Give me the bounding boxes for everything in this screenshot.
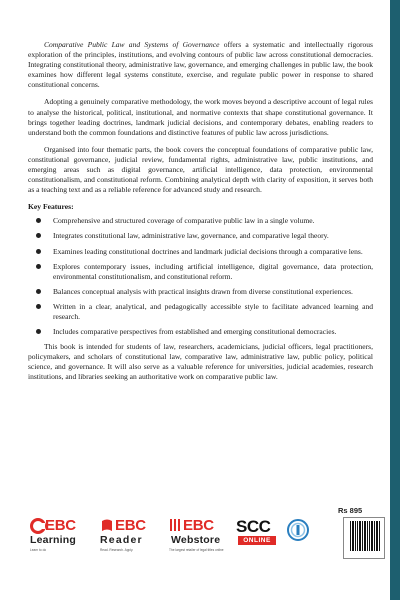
scc-online-bottom: ONLINE (238, 536, 276, 545)
bullet-icon (36, 329, 41, 334)
ebc-webstore-bottom: Webstore (171, 534, 221, 546)
intro-paragraph (28, 40, 373, 90)
bullet-icon (36, 233, 41, 238)
list-item-text: Includes comparative perspectives from established and emerging constitutional democracies. (53, 327, 337, 337)
ebc-learning-bottom: Learning (30, 534, 76, 546)
key-features-list (28, 216, 373, 337)
list-item (28, 231, 373, 241)
list-item-text: Balances conceptual analysis with practical insights drawn from diverse constitutional experiences. (53, 286, 353, 296)
bullet-icon (36, 289, 41, 294)
isbn-barcode (343, 517, 385, 559)
ebc-learning-top: EBC (45, 517, 76, 534)
list-item (28, 327, 373, 337)
list-item (28, 262, 373, 282)
ebc-reader-top: EBC (115, 517, 146, 534)
intro-paragraph-text: offers a systematic and intellectually rigorous exploration of the principles, institutions, and evolving contours of public law across constitutional democracies. Integrating constitutional theory, administrative law, governance, and emerging challenges in public law, the book examines how different legal systems constitute, exercise, and regulate public power in response to shared constitutional concerns. (28, 40, 373, 90)
bullet-icon (36, 249, 41, 254)
scc-online-top: SCC (236, 517, 271, 536)
ebc-webstore-tagline: The largest retailer of legal titles online (169, 548, 224, 552)
ebc-learning-logo (30, 517, 92, 562)
list-item-text: Comprehensive and structured coverage of comparative public law in a single volume. (53, 216, 315, 226)
list-item (28, 302, 373, 322)
ebc-learning-tagline: Learn to do (30, 548, 47, 552)
bullet-icon (36, 218, 41, 223)
audience-paragraph: This book is intended for students of law, researchers, academicians, judicial officers, legal practitioners, policymakers, and scholars of constitutional law, comparative law, administrative law, public policy, political science, and governance. It will also serve as a valuable reference for universities, judicial academies, research institutions, and libraries seeking an authoritative work on comparative public law. (28, 342, 373, 382)
list-item-text: Integrates constitutional law, administrative law, governance, and comparative legal theory. (53, 231, 329, 241)
circle-brand-logo (286, 517, 310, 552)
ebc-reader-logo (100, 517, 162, 562)
list-item (28, 247, 373, 257)
cover-top-bar (0, 0, 390, 22)
list-item-text: Explores contemporary issues, including artificial intelligence, digital governance, data protection, environmental constitutionalism, and constitutional reform. (53, 261, 373, 281)
list-item (28, 216, 373, 226)
ebc-webstore-top: EBC (183, 517, 214, 534)
list-item-text: Written in a clear, analytical, and pedagogically accessible style to facilitate advanced learning and research. (53, 301, 373, 321)
bullet-icon (36, 264, 41, 269)
methodology-paragraph: Adopting a genuinely comparative methodology, the work moves beyond a descriptive account of legal rules to analyse the historical, political, institutional, and normative contexts that shape constitutional governance. It brings together leading doctrines, landmark judicial decisions, and contemporary debates, enabling readers to understand both the common foundations and distinctive features of public law across jurisdictions. (28, 97, 373, 137)
list-item (28, 287, 373, 297)
back-cover-text (28, 40, 373, 383)
list-item-text: Examines leading constitutional doctrines and landmark judicial decisions through a comparative lens. (53, 246, 363, 256)
ebc-reader-bottom: Reader (100, 534, 143, 546)
ebc-webstore-logo (169, 517, 231, 562)
circle-brand-icon (286, 517, 310, 547)
publisher-logos (30, 517, 360, 557)
spine-strip (390, 0, 400, 600)
bullet-icon (36, 304, 41, 309)
structure-paragraph: Organised into four thematic parts, the book covers the conceptual foundations of comparative public law, constitutional governance, judicial review, fundamental rights, administrative law, public institutions, and emerging areas such as digital governance, artificial intelligence, data protection, environmental constitutionalism, and constitutional reform. Combining analytical depth with clarity of exposition, it serves both as a teaching text and as a reliable reference for advanced study and research. (28, 144, 373, 195)
ebc-reader-tagline: Read. Research. Apply. (100, 548, 134, 552)
book-title-italic: Comparative Public Law and Systems of Governance (44, 40, 220, 49)
key-features-heading: Key Features: (28, 202, 74, 212)
price-label: Rs 895 (338, 506, 363, 515)
barcode-icon (344, 518, 384, 558)
